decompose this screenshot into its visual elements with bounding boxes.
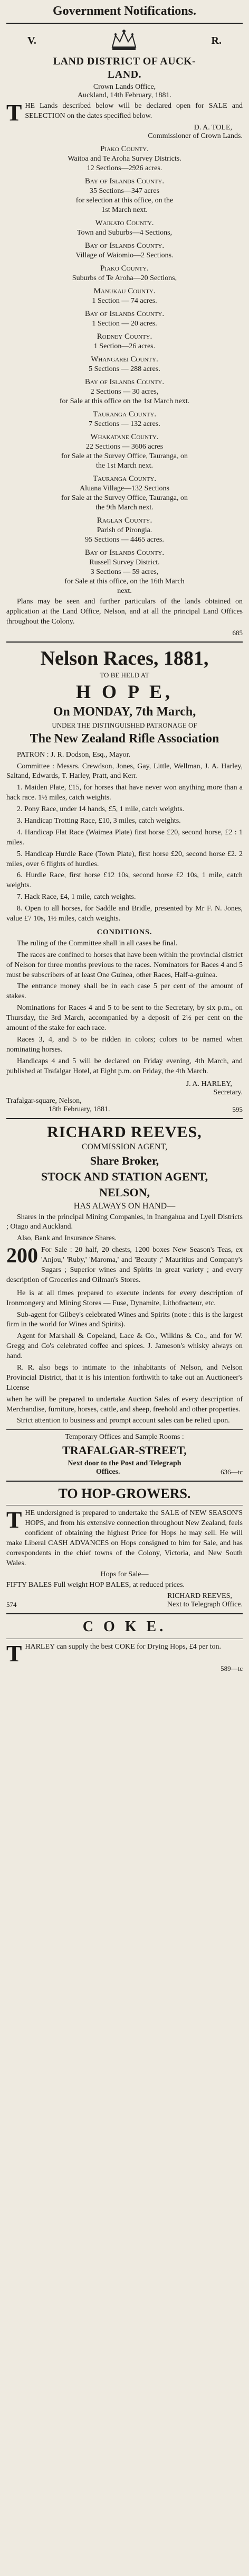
ad-number: 595 [232, 1105, 243, 1113]
footer-paragraph: Plans may be seen and further particulars of the lands obtained on application at the Land Office, Nelson, and at all the principal Land Offices throughout the Colony. [6, 598, 243, 626]
divider [6, 23, 243, 24]
condition-item: Races 3, 4, and 5 to be ridden in colors; colors to be named when nominating horses. [6, 1035, 243, 1054]
intro-paragraph [6, 100, 243, 126]
coke-text: HARLEY can supply the best COKE for Drying Hops, £4 per ton. [25, 1642, 221, 1651]
county-heading: Tauranga County. [92, 410, 157, 419]
race-item: 5. Handicap Hurdle Race (Town Plate), first horse £20, second horse £2. 2 miles, over 6 flights of hurdles. [6, 850, 243, 868]
section-line: 7 Sections — 132 acres. [89, 420, 160, 428]
race-item: Committee : Messrs. Crewdson, Jones, Gay, Little, Wellman, J. A. Harley, Saltand, Edwards, T. Harley, Pratt, and Kerr. [6, 762, 243, 780]
cipher-r: R. [211, 34, 222, 47]
office-line: Crown Lands Office, [93, 83, 156, 91]
coke-title: C O K E. [82, 1618, 167, 1635]
section-line: Village of Waiomio—2 Sections. [75, 252, 174, 259]
offices-line: Temporary Offices and Sample Rooms : [65, 1433, 184, 1442]
offices-word: Offices. [96, 1468, 120, 1476]
hop-sale-title: Hops for Sale— [100, 1570, 149, 1578]
race-date: On MONDAY, 7th March, [53, 704, 196, 719]
section-line: for Sale at the Survey Office, Tauranga, on [61, 494, 188, 502]
condition-item: The entrance money shall be in each case 5 per cent of the amount of stakes. [6, 982, 243, 1001]
date-line: 18th February, 1881. [49, 1105, 110, 1113]
hop-footer-row [6, 1601, 243, 1609]
conditions-list [6, 939, 243, 1077]
section-line: the 1st March next. [95, 462, 154, 470]
attention-paragraph: Strict attention to business and prompt account sales can be relied upon. [17, 1417, 230, 1425]
auction-paragraph: R. R. also begs to intimate to the inhabitants of Nelson, and Nelson Provincial District, that it is his intention forthwith to take out an Auctioneer's License [6, 1363, 243, 1392]
place-line: Trafalgar-square, Nelson, [6, 1096, 82, 1105]
section-line: 3 Sections — 59 acres, [90, 568, 159, 576]
patron-org: The New Zealand Rifle Association [30, 731, 219, 746]
condition-item: The races are confined to horses that have been within the provincial district of Nelson for three months previous to the races. Nominators for Races 4 and 5 must be subscribers of at least One Guinea, other Races, Half-a-guinea. [6, 951, 243, 979]
hop-title: TO HOP-GROWERS. [58, 1486, 191, 1502]
section-line: Waitoa and Te Aroha Survey Districts. [68, 155, 181, 163]
section-line: 22 Sections — 3606 acres [85, 443, 164, 451]
signature: D. A. TOLE, [194, 124, 232, 132]
divider [6, 1429, 243, 1430]
section-line: 5 Sections — 288 acres. [89, 365, 160, 373]
for-sale-text: For Sale : 20 half, 20 chests, 1200 boxes New Season's Teas, ex 'Anjou,' 'Ruby,' 'Maroma,' and 'Beauty ;' Mauritius and Company's Sugars ; Superior wines and Spirits in great variety ; and every description of Groceries and Oilman's Stores. [6, 1246, 243, 1284]
county-list [6, 145, 243, 596]
county-heading: Tauranga County. [92, 475, 157, 483]
signature-role: Secretary. [213, 1088, 243, 1096]
race-item: 8. Open to all horses, for Saddle and Bridle, presented by Mr F. N. Jones, value £7 10s, 1½ miles, catch weights. [6, 905, 243, 923]
divider [6, 1613, 243, 1614]
date-row [6, 1105, 243, 1114]
auction-paragraph-2: when he will be prepared to undertake Auction Sales of every description of Merchandise, furniture, horses, cattle, and sheep, freehold and other properties. [6, 1395, 243, 1413]
county-heading: Rodney County. [97, 332, 152, 341]
next-door-line: Next door to the Post and Telegraph [68, 1459, 181, 1468]
offices-row [6, 1468, 243, 1476]
section-line: for selection at this office, on the [75, 197, 174, 204]
section-line: 1 Section—26 acres. [93, 342, 156, 350]
ad-number: 574 [6, 1600, 17, 1608]
cipher-v: V. [27, 34, 36, 47]
county-heading: Whangarei County. [91, 355, 158, 364]
county-heading: Piako County. [100, 264, 149, 273]
signature: J. A. HARLEY, [186, 1080, 232, 1088]
section-line: next. [117, 587, 132, 595]
condition-item: The ruling of the Committee shall in all cases be final. [17, 939, 178, 947]
races-title: Nelson Races, 1881, [40, 647, 209, 669]
conditions-header: CONDITIONS. [97, 928, 152, 936]
government-notice [6, 4, 243, 637]
section-line: for Sale at this office, on the 16th March [64, 578, 185, 585]
race-item: 3. Handicap Trotting Race, £10, 3 miles, catch weights. [17, 817, 181, 825]
reeves-line-5: HAS ALWAYS ON HAND— [73, 1201, 176, 1211]
section-line: for Sale at this office on the 1st March next. [59, 397, 190, 405]
next-to-line: Next to Telegraph Office. [167, 1600, 243, 1608]
races-subtitle: TO BE HELD AT [100, 671, 149, 679]
race-item: 7. Hack Race, £4, 1 mile, catch weights. [17, 893, 136, 901]
signature-role: Commissioner of Crown Lands. [148, 132, 243, 140]
section-line: 35 Sections—347 acres [89, 187, 160, 195]
agent-paragraph: Agent for Marshall & Copeland, Lace & Co., Wilkins & Co., and for W. Gregg and Co's celebrated coffee and spices. J. Jameson's whisky always on hand. [6, 1332, 243, 1361]
section-line: 12 Sections—2926 acres. [87, 164, 162, 172]
shares-paragraph: Shares in the principal Mining Companies, in Inangahua and Lyell Districts ; Otago and Auckland. [6, 1213, 243, 1231]
coke-advert [6, 1619, 243, 1673]
races-advert [6, 647, 243, 1114]
section-line: Aluana Village—132 Sections [80, 485, 169, 492]
hop-advert [6, 1486, 243, 1608]
hop-sale-text: FIFTY BALES Full weight HOP BALES, at reduced prices. [6, 1580, 185, 1589]
coke-paragraph [6, 1640, 243, 1667]
royal-cipher [6, 28, 243, 53]
county-heading: Bay of Islands County. [84, 310, 165, 318]
section-line: 2 Sections — 30 acres, [90, 388, 159, 396]
race-item: 6. Hurdle Race, first horse £12 10s, second horse £2 10s, 1 mile, catch weights. [6, 871, 243, 890]
indents-paragraph: He is at all times prepared to execute indents for every description of Ironmongery and Mining Stores — Fuse, Dynamite, Lithofracteur, etc. [6, 1289, 243, 1307]
county-heading: Bay of Islands County. [84, 177, 165, 185]
drop-cap: T [6, 1640, 22, 1667]
divider [6, 641, 243, 643]
race-item: 1. Maiden Plate, £15, for horses that have never won anything more than a hack race. 1½ miles, catch weights. [6, 784, 243, 802]
section-line: Suburbs of Te Aroha—20 Sections, [72, 274, 177, 282]
race-list [6, 750, 243, 924]
section-line: Russell Survey District. [89, 559, 160, 566]
county-heading: Piako County. [100, 145, 149, 153]
reeves-line-3: STOCK AND STATION AGENT, [41, 1169, 208, 1183]
date-line: Auckland, 14th February, 1881. [78, 91, 171, 99]
county-heading: Bay of Islands County. [84, 241, 165, 250]
race-item: 4. Handicap Flat Race (Waimea Plate) first horse £20, second horse, £2 : 1 miles. [6, 828, 243, 847]
bank-shares: Also, Bank and Insurance Shares. [17, 1234, 117, 1243]
notice-title-2: LAND. [107, 69, 142, 80]
section-header: Government Notifications. [53, 4, 196, 18]
county-heading: Raglan County. [97, 516, 152, 525]
ad-number: 589—tc [221, 1664, 243, 1672]
hop-paragraph [6, 1509, 243, 1568]
notice-title: LAND DISTRICT OF AUCK- [53, 55, 196, 67]
ad-number: 685 [232, 628, 243, 637]
divider [6, 1481, 243, 1482]
signature: RICHARD REEVES, [167, 1592, 232, 1600]
county-heading: Bay of Islands County. [84, 378, 165, 386]
intro-text: HE Lands described below will be declared open for SALE and SELECTION on the dates specified below. [25, 102, 243, 120]
reeves-advert [6, 1123, 243, 1477]
gilbey-paragraph: Sub-agent for Gilbey's celebrated Wines and Spirits (note : this is the largest firm in the world for Wines and Spirits). [6, 1310, 243, 1329]
race-item: 2. Pony Race, under 14 hands, £5, 1 mile, catch weights. [17, 805, 185, 814]
reeves-line-4: NELSON, [99, 1185, 150, 1199]
drop-cap: T [6, 100, 22, 126]
divider [6, 1118, 243, 1119]
street-name: TRAFALGAR-STREET, [62, 1444, 187, 1457]
section-line: 1st March next. [101, 206, 148, 214]
section-line: 1 Section — 74 acres. [92, 297, 157, 305]
drop-cap: T [6, 1507, 22, 1533]
race-item: PATRON : J. R. Dodson, Esq., Mayor. [17, 750, 130, 759]
section-line: for Sale at the Survey Office, Tauranga, on [61, 452, 188, 460]
patronage-line: UNDER THE DISTINGUISHED PATRONAGE OF [52, 721, 197, 729]
section-line: the 9th March next. [95, 504, 154, 512]
section-line: 1 Section — 20 acres. [92, 320, 157, 328]
big-number: 200 [6, 1243, 38, 1268]
section-line: Parish of Pirongia. [97, 526, 152, 534]
reeves-line-1: COMMISSION AGENT, [81, 1142, 168, 1151]
venue-title: H O P E, [75, 681, 174, 702]
condition-item: Handicaps 4 and 5 will be declared on Friday evening, 4th March, and published at Trafalgar Hotel, at Eight p.m. on Friday, the 4th March. [6, 1057, 243, 1075]
county-heading: Waikato County. [95, 219, 154, 227]
condition-item: Nominations for Races 4 and 5 to be sent to the Secretary, by six p.m., on Thursday, the 3rd March, accompanied by a deposit of 2½ per cent on the amount of the stake for each race. [6, 1004, 243, 1033]
county-heading: Manukau County. [93, 287, 156, 295]
crown-crest-icon [108, 28, 140, 53]
hop-text: HE undersigned is prepared to undertake the SALE of NEW SEASON'S HOPS, and from his extensive connection throughout New Zealand, feels confident of obtaining the highest Price for Hops he may sell. He will make Liberal CASH ADVANCES on Hops consigned to him for Sale, and has correspondents in the chief towns of the Colony, Victoria, and New South Wales. [6, 1509, 243, 1567]
county-heading: Bay of Islands County. [84, 548, 165, 557]
ad-number: 636—tc [221, 1468, 243, 1476]
for-sale-paragraph [6, 1245, 243, 1286]
county-heading: Whakatane County. [90, 433, 159, 441]
section-line: Town and Suburbs—4 Sections, [76, 229, 173, 237]
reeves-line-2: Share Broker, [90, 1154, 159, 1167]
advertiser-name: RICHARD REEVES, [47, 1123, 202, 1141]
section-line: 95 Sections — 4465 acres. [85, 536, 164, 544]
